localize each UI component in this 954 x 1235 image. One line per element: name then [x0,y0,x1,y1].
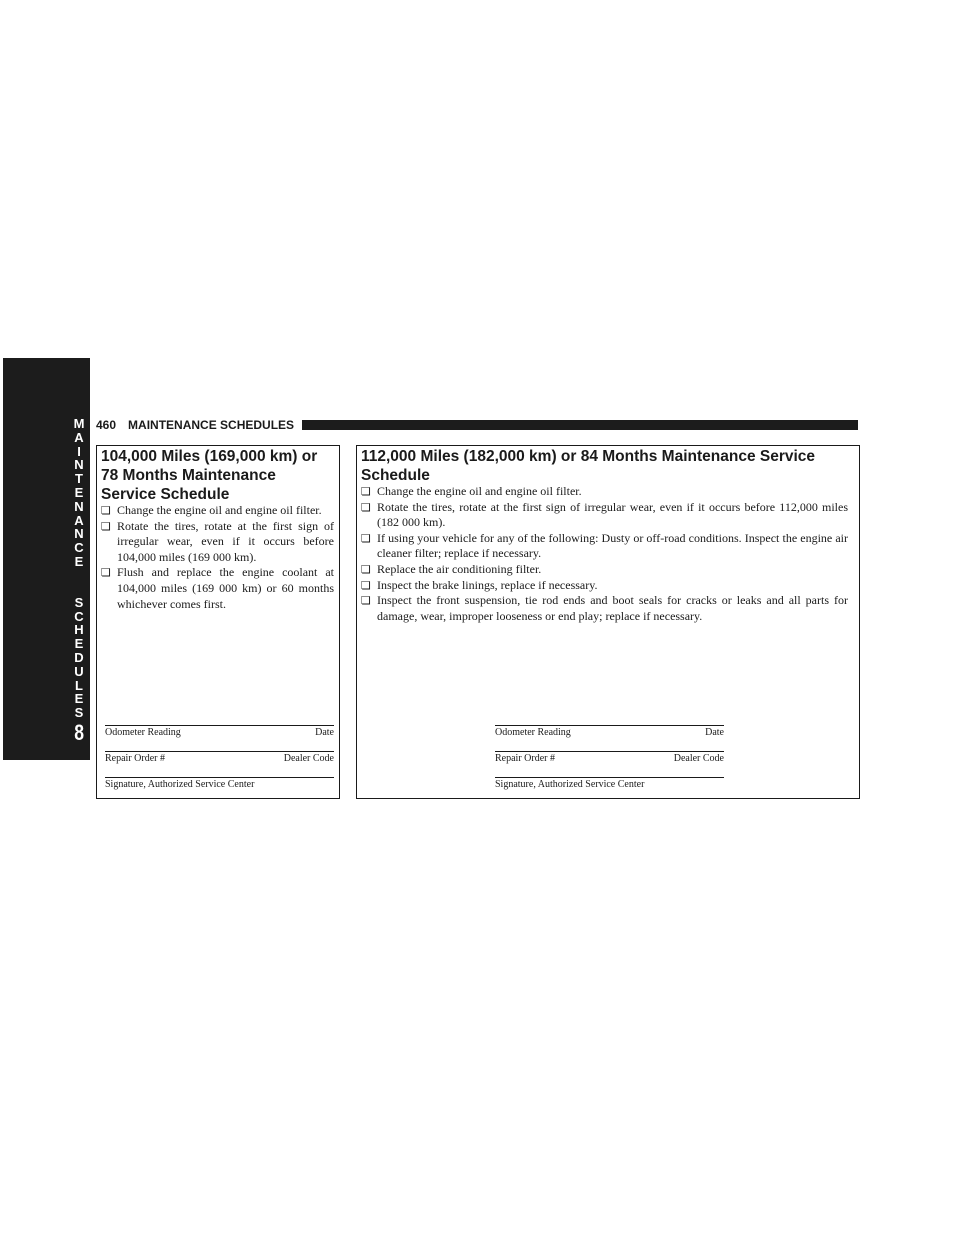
tab-letter: S [74,705,84,721]
checkbox-icon: ❏ [101,504,111,517]
schedule-items [361,484,848,624]
tab-letter: I [77,443,81,459]
checkbox-icon: ❏ [101,519,111,533]
schedule-item [361,500,848,531]
odometer-date-field [105,725,334,739]
tab-letter: T [75,471,83,487]
dealer-code-label: Dealer Code [283,753,334,764]
schedule-items [101,503,334,612]
schedule-item-text: If using your vehicle for any of the following: Dusty or off-road conditions. Inspect the engine air cleaner filter; replace if necessary. [377,530,848,561]
schedule-item [361,531,848,562]
odometer-label: Odometer Reading [495,727,571,738]
tab-letter: D [74,649,84,665]
signature-field [105,777,334,791]
date-label: Date [705,727,724,738]
tab-letter: E [74,691,84,707]
schedule-title: 104,000 Miles (169,000 km) or 78 Months Maintenance Service Schedule [101,448,318,503]
tab-letter: N [74,457,84,473]
signature-label: Signature, Authorized Service Center [495,779,645,790]
schedule-box-104000 [96,445,340,799]
schedule-title: 112,000 Miles (182,000 km) or 84 Months Maintenance Service Schedule [361,448,816,484]
odometer-date-field [495,725,724,739]
checkbox-icon: ❏ [361,578,371,592]
odometer-label: Odometer Reading [105,727,181,738]
tab-letter: C [74,540,84,556]
header-rule [302,420,858,430]
checkbox-icon: ❏ [361,485,371,498]
checkbox-icon: ❏ [361,562,371,576]
signature-label: Signature, Authorized Service Center [105,779,255,790]
schedule-item [101,565,334,612]
schedule-item-text: Flush and replace the engine coolant at 104,000 miles (169 000 km) or 60 months whichever comes first. [117,565,334,611]
page-header [96,417,858,433]
tab-letter: E [74,553,84,569]
tab-letter: C [74,608,84,624]
schedule-item-text: Rotate the tires, rotate at the first sign of irregular wear, even if it occurs before 104,000 miles (169 000 km). [117,518,334,564]
schedule-item-text: Rotate the tires, rotate at the first sign of irregular wear, even if it occurs before 112,000 miles (182 000 km). [377,499,848,530]
checkbox-icon: ❏ [361,531,371,545]
repair-order-field [105,751,334,765]
schedule-item [101,519,334,566]
schedule-item-text: Replace the air conditioning filter. [377,561,542,576]
repair-order-field [495,751,724,765]
schedule-item-text: Change the engine oil and engine oil filter. [377,484,582,498]
repair-order-label: Repair Order # [495,753,555,764]
tab-letter: L [75,677,83,693]
schedule-item [361,578,848,594]
schedule-item-text: Change the engine oil and engine oil filter. [117,503,322,517]
tab-letter: M [73,416,85,431]
schedule-item [361,562,848,578]
tab-letter: A [74,429,84,445]
date-label: Date [315,727,334,738]
tab-letter: U [74,663,84,679]
tab-letter: N [74,526,84,542]
section-title: MAINTENANCE SCHEDULES [128,418,295,432]
schedule-item [101,503,334,519]
tab-letter: H [74,622,84,638]
signature-field [495,777,724,791]
tab-letter: E [74,636,84,652]
checkbox-icon: ❏ [101,566,111,580]
schedule-item-text: Inspect the brake linings, replace if necessary. [377,577,598,592]
repair-order-label: Repair Order # [105,753,165,764]
schedule-item [361,593,848,624]
dealer-code-label: Dealer Code [673,753,724,764]
checkbox-icon: ❏ [361,500,371,514]
tab-letter: N [74,498,84,514]
chapter-number: 8 [74,719,84,745]
chapter-tab-label [70,417,88,744]
tab-letter: A [74,512,84,528]
page-number: 460 [96,418,117,432]
schedule-item [361,484,848,500]
tab-letter: S [74,594,84,610]
schedule-item-text: Inspect the front suspension, tie rod ends and boot seals for cracks or leaks and all parts for damage, wear, improper looseness or end play; replace if necessary. [377,593,848,623]
tab-letter: E [74,484,84,500]
schedule-box-112000 [356,445,860,799]
checkbox-icon: ❏ [361,594,371,608]
